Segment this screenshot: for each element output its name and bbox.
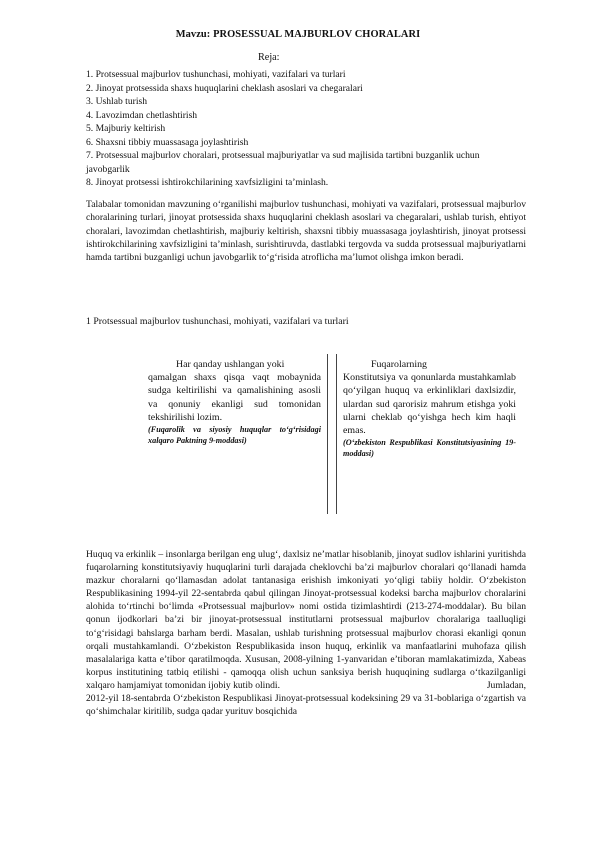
body-paragraph-tail: Jumladan,: [486, 679, 526, 691]
body-last-lines: 2012-yil 18-sentabrda O‘zbekiston Respublikasi Jinoyat-protsessual kodeksining 29 va 31-boblariga o‘zgartish va qo‘shimchalar kiritilib, sudga qadar yurituv bosqichida: [86, 693, 526, 718]
section-heading: 1 Protsessual majburlov tushunchasi, mohiyati, vazifalari va turlari: [86, 316, 349, 327]
document-title: Mavzu: PROSESSUAL MAJBURLOV CHORALARI: [175, 29, 421, 40]
left-quote-first-line: Har qanday ushlangan yoki: [176, 359, 285, 370]
plan-item: 4. Lavozimdan chetlashtirish: [86, 109, 198, 121]
plan-item: 2. Jinoyat protsessida shaxs huquqlarini cheklash asoslari va chegaralari: [86, 82, 363, 94]
plan-heading: Reja:: [258, 52, 280, 63]
body-paragraph: [86, 548, 526, 692]
plan-item: 1. Protsessual majburlov tushunchasi, mohiyati, vazifalari va turlari: [86, 69, 346, 80]
right-quote-source: (O‘zbekiston Respublikasi Konstitutsiyasining 19-moddasi): [343, 438, 516, 459]
left-quote-text: qamalgan shaxs qisqa vaqt mobaynida sudga keltirilishi va qamalishining asosli va qonuniy ekanligi sud tomonidan tekshirilishi lozim.: [148, 372, 321, 423]
body-section: [86, 548, 526, 718]
right-quote-box: [336, 354, 522, 514]
right-quote-first-line: Fuqarolarning: [371, 359, 427, 370]
plan-item: 7. Protsessual majburlov choralari, protsessual majburiyatlar va sud majlisida tartibni buzganlik uchun javobgarlik: [86, 150, 480, 175]
plan-item: 5. Majburiy keltirish: [86, 123, 166, 134]
intro-paragraph: Talabalar tomonidan mavzuning o‘rganilishi majburlov tushunchasi, mohiyati va vazifalari, protsessual majburlov choralarining turlari, jinoyat protsessida shaxs huquqlarini cheklash asoslari va chegaralari, ushlab turish, ehtiyot choralari, lavozimdan chetlashtirish, majburiy keltirish, shaxsni tibbiy muassasaga joylashtirish, jinoyat protsessi ishtirokchilarining xavfsizligini ta’minlash, surishtiruvda, dastlabki tergovda va sudda protsessual majburiyatlarni hamda tartibni buzganligi uchun javobgarlik to‘g‘risida atroflicha ma’lumot olishga imkon beradi.: [86, 199, 526, 264]
plan-item: 6. Shaxsni tibbiy muassasaga joylashtirish: [86, 136, 249, 148]
left-quote-box: [142, 354, 328, 514]
plan-list: [86, 68, 526, 190]
quote-figure: [142, 354, 522, 514]
right-quote-text: Konstitutsiya va qonunlarda mustahkamlab qo‘yilgan huquq va erkinliklari daxlsizdir, ulardan sud qarorisiz mahrum etishga yoki ularni cheklab qo‘yishga hech kim haqli emas.: [343, 372, 516, 437]
plan-item: 3. Ushlab turish: [86, 96, 148, 107]
body-paragraph-text: Huquq va erkinlik – insonlarga berilgan eng ulug‘, daxlsiz ne’matlar hisoblanib, jinoyat sudlov ishlarini yuritishda fuqarolarning konstitutsiyaviy huquqlarini turli darajada cheklovchi ba’zi majburlov choralari qo‘llanadi hamda mazkur choralarni qo‘llamasdan adolat tantanasiga erishish imkoniyati yo‘qligi tabiiy holdir. O‘zbekiston Respublikasining 1994-yil 22-sentabrda qabul qilingan Jinoyat-protsessual kodeksi barcha majburlov choralarini alohida to‘rtinchi bo‘limda «Protsessual majburlov» nomi ostida tizimlashtirdi (213-274-moddalar). Bu bilan qonun ijodkorlari ba’zi bir jinoyat-protsessual institutlarni protsessual majburlov choralariga taalluqligi to‘g‘risidagi bahslarga barham berdi. Masalan, ushlab turishning protsessual majburlov chorasi ekanligi qonun orqali mustahkamlandi. O‘zbekiston Respublikasida inson huquq, erkinlik va manfaatlarini muhofaza qilish masalalariga katta e’tibor qaratilmoqda. Xususan, 2008-yilning 1-yanvaridan e’tiboran mamlakatimizda, Xabeas korpus institutining tatbiq etilishi - qamoqqa olish uchun sanksiya berish huquqining sudlarga o‘tkazilganligi xalqaro hamjamiyat tomonidan ijobiy kutib olindi.: [86, 549, 526, 691]
left-quote-source: (Fuqarolik va siyosiy huquqlar to‘g‘risidagi xalqaro Paktning 9-moddasi): [148, 425, 321, 446]
plan-item: 8. Jinoyat protsessi ishtirokchilarining xavfsizligini ta’minlash.: [86, 177, 329, 188]
